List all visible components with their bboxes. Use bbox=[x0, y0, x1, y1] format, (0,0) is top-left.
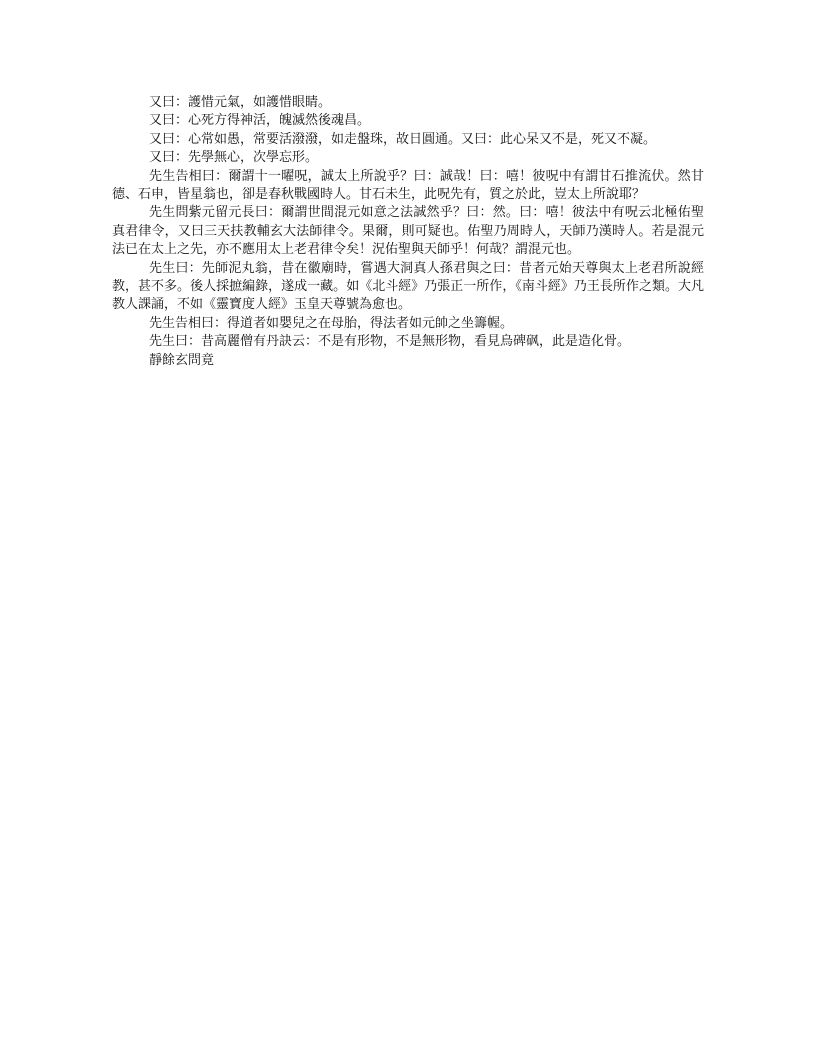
paragraph: 先生曰：昔高麗僧有丹訣云：不是有形物，不是無形物，看見烏碑砜，此是造化骨。 bbox=[149, 334, 631, 350]
paragraph: 又曰：護惜元氣，如護惜眼睛。 bbox=[149, 95, 332, 110]
section-end-line: 靜餘玄問竟 bbox=[149, 352, 215, 368]
paragraph: 又曰：心常如愚，常要活潑潑，如走盤珠，故日圓通。又曰：此心呆又不是，死又不凝。 bbox=[149, 131, 657, 147]
paragraph: 又曰：先學無心，次學忘形。 bbox=[149, 150, 319, 166]
paragraph: 又曰：心死方得神活，魄滅然後魂昌。 bbox=[149, 113, 371, 129]
paragraph: 先生問紫元留元長曰：爾謂世間混元如意之法誠然乎？曰：然。曰：嘻！彼法中有呪云北極佑聖真君律令，又曰三天扶教輔玄大法師律令。果爾，則可疑也。佑聖乃周時人，天師乃漢時人。若是混元法已在太上之先，亦不應用太上老君律令矣！況佑聖與天師乎！何哉？謂混元也。 bbox=[112, 205, 704, 258]
document-body bbox=[112, 94, 704, 370]
paragraph: 先生曰：先師泥丸翁，昔在徽廟時，嘗遇大洞真人孫君與之曰：昔者元始天尊與太上老君所說經教，甚不多。後人採摭編錄，遂成一藏。如《北斗經》乃張正一所作，《南斗經》乃王長所作之類。大凡教人課誦，不如《靈寶度人經》玉皇天尊號為愈也。 bbox=[112, 260, 704, 313]
paragraph: 先生告相曰：爾謂十一曜呪，誠太上所說乎？曰：誠哉！曰：嘻！彼呪中有謂甘石推流伏。然甘德、石申，皆星翁也，卻是春秋戰國時人。甘石未生，此呪先有，質之於此，豈太上所說耶？ bbox=[112, 168, 704, 203]
paragraph: 先生告相曰：得道者如嬰兒之在母胎，得法者如元帥之坐籌幄。 bbox=[149, 315, 514, 331]
